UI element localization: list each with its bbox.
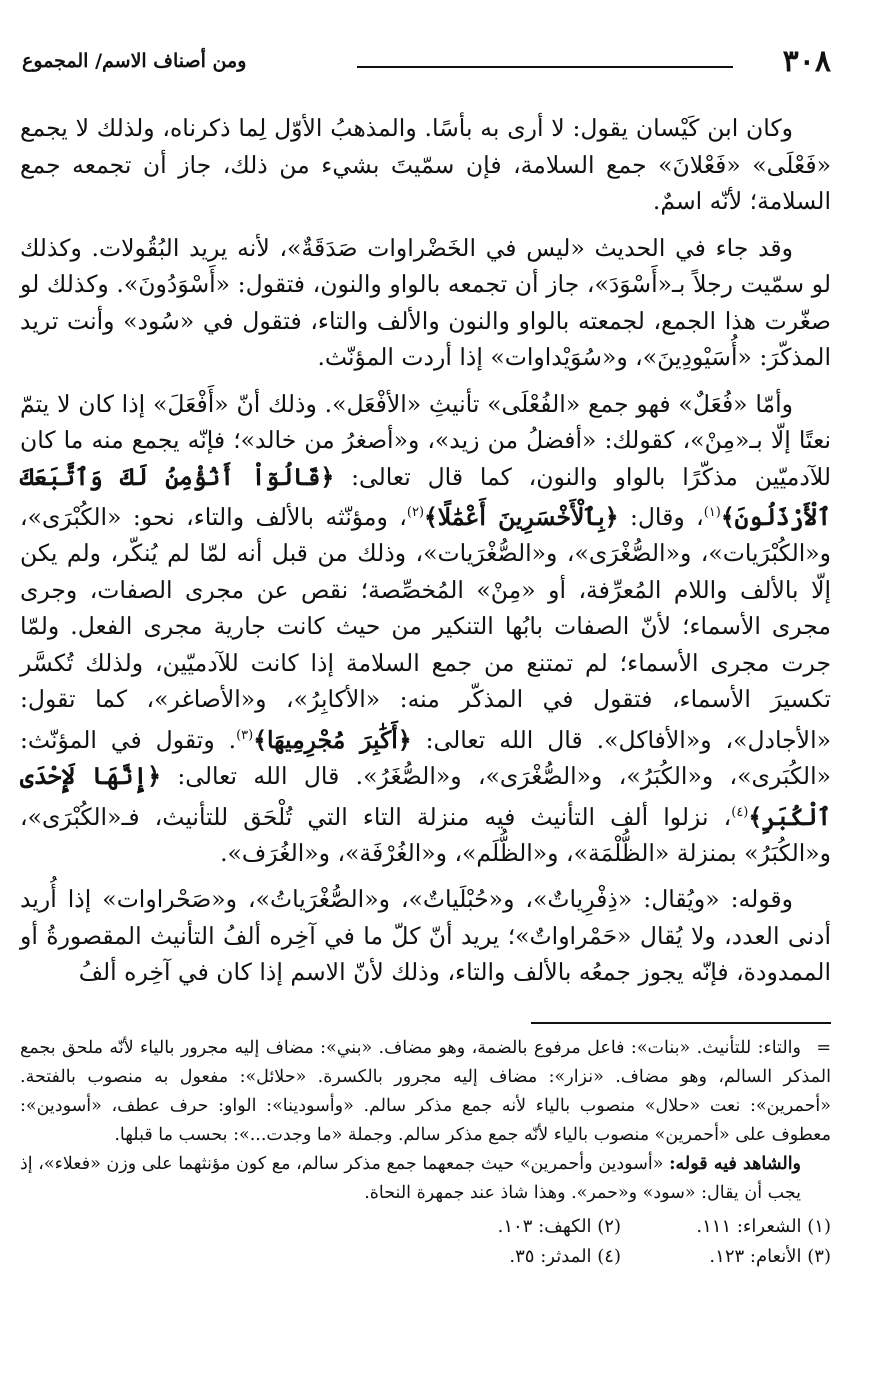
quran-quote-4: ﴿إِنَّهَا لَإِحْدَى ٱلْكُبَرِ﴾ — [20, 762, 831, 831]
footnote-rule — [531, 1022, 831, 1024]
paragraph-3 — [20, 386, 831, 872]
paragraph-3-text-c: ، ومؤنّثه بالألف والتاء، نحو: «الكُبْرَى»، و«الكُبْرَيات»، و«الصُّغْرَى»، و«الصُّغْرَيات»، وذلك من قبل أنه لمّا لم يُنكّر، ولم يكن إلّا بالألف واللام المُعرِّفة، أو «مِنْ» المُخصِّصة؛ نقص عن مجرى الصفات، وجرى مجرى الأسماء؛ لأنّ الصفات بابُها التنكير من حيث كانت جارية مجرى الفعل. ولمّا جرت مجرى الأسماء؛ لم تمتنع من جمع السلامة إذا كانت للآدميّين، ولذلك تُكسَّر تكسيرَ الأسماء، فتقول في المذكّر منه: «الأكابِرُ»، و«الأصاغر»، كما تقول: «الأجادل»، و«الأفاكل». قال الله تعالى: — [20, 502, 831, 754]
footnote-shahid — [20, 1150, 831, 1208]
footnote-ref-3: (٣) — [236, 727, 254, 743]
footnote-ref-1: (١) — [703, 505, 721, 520]
paragraph-4: وقوله: «ويُقال: «ذِفْرِياتٌ»، و«حُبْلَياتٌ»، و«الصُّغْرَياتُ»، و«صَحْراوات» إذا أُريد أدنى العدد، ولا يُقال «حَمْراواتٌ»؛ يريد أنّ كلّ ما في آخِره ألفُ التأنيث المقصورةُ أو الممدودة، فإنّه يجوز جمعُه بالألف والتاء، وذلك لأنّ الاسم إذا كان في آخِره ألفُ — [20, 885, 831, 987]
footnote-ref-2: (٢) — [406, 505, 425, 520]
quran-quote-3: ﴿أَكَٰبِرَ مُجْرِمِيهَا﴾ — [253, 725, 412, 754]
paragraph-3-text-d: . وتقول في المؤنّث: «الكُبَرى»، و«الكُبَرُ»، و«الصُّغْرَى»، و«الصُّغَرُ». قال الله تعالى: — [20, 725, 831, 791]
quran-quote-1: ﴿قَالُوٓاْ أَنُؤْمِنُ لَكَ وَٱتَّبَعَكَ ٱلْأَرْذَلُونَ﴾ — [20, 462, 831, 531]
paragraph-1: وكان ابن كَيْسان يقول: لا أرى به بأسًا. والمذهبُ الأوّل لِما ذكرناه، ولذلك لا يجمع «فَعْلَى» «فَعْلانَ» جمع السلامة، فإن سمّيتَ بشيء من ذلك، جاز أن تجمعه جمع السلامة؛ لأنّه اسمٌ. — [20, 114, 831, 215]
shahid-text: «أسودين وأحمرين» حيث جمعهما جمع مذكر سالم، مع كون مؤنثهما على وزن «فعلاء»، إذ يجب أن يقال: «سود» و«حمر». وهذا شاذ عند جمهرة النحاة. — [20, 1154, 801, 1203]
footnote-refs — [20, 1212, 831, 1272]
footnote-4: (٤) المدثر: ٣٥. — [509, 1246, 621, 1267]
main-text — [20, 110, 831, 1001]
ref-row — [20, 1212, 831, 1242]
paragraph-3-text-a: وأمّا «فُعَلٌ» فهو جمع «الفُعْلَى» تأنيثِ «الأفْعَل». وذلك أنّ «أَفْعَلَ» إذا كان لا يتمّ نعتًا إلّا بـ«مِنْ»، كقولك: «أفضلُ من زيد»، و«أصغرُ من خالد»؛ فإنّه يجمع منه ما كان للآدميّين مذكّرًا بالواو والنون، كما قال تعالى: — [20, 389, 831, 491]
continuation-mark: = — [816, 1038, 831, 1058]
running-title: ومن أصناف الاسم/ المجموع — [22, 50, 247, 72]
shahid-label: والشاهد فيه قوله: — [669, 1154, 802, 1174]
header-rule — [357, 66, 733, 68]
page-header — [22, 44, 831, 84]
page-number: ٣٠٨ — [782, 44, 831, 79]
footnote-2: (٢) الكهف: ١٠٣. — [497, 1216, 621, 1237]
footnote-continuation — [20, 1034, 831, 1150]
ref-row — [20, 1242, 831, 1272]
paragraph-2: وقد جاء في الحديث «ليس في الخَضْراوات صَدَقَةٌ»، لأنه يريد البُقُولات. وكذلك لو سمّيت رجلاً بـ«أَسْوَدَ»، جاز أن تجمعه بالواو والنون، فتقول: «أَسْوَدُونَ». وكذلك لو صغّرت هذا الجمع، لجمعته بالواو والنون والألف والتاء، فتقول في «سُود» وأنت تريد المذكّرَ: «أُسَيْودِينَ»، و«سُوَيْداوات» إذا أردت المؤنّث. — [20, 233, 831, 371]
paragraph-3-text-b: ، وقال: — [629, 502, 704, 531]
footnote-ref-4: (٤) — [731, 804, 749, 820]
footnote-1: (١) الشعراء: ١١١. — [696, 1216, 831, 1237]
paragraph-3-text-e: ، نزلوا ألف التأنيث فيه منزلة التاء التي تُلْحَق للتأنيث، فـ«الكُبْرَى»، و«الكُبَرُ» بمنزلة «الظُّلْمَة»، و«الظُّلَم»، و«الغُرْفَة»، و«الغُرَف». — [20, 802, 831, 867]
footnote-line-1: والتاء: للتأنيث. «بنات»: فاعل مرفوع بالضمة، وهو مضاف. «بني»: مضاف إليه مجرور بالياء لأنّه ملحق بجمع المذكر السالم، وهو مضاف. «نزار»: مضاف إليه مجرور بالكسرة. «حلائل»: مفعول به منصوب بالفتحة. «أحمرين»: نعت «حلال» منصوب بالياء لأنه جمع مذكر سالم. «وأسودينا»: الواو: حرف عطف، «أسودين»: معطوف على «أحمرين» منصوب بالياء لأنّه جمع مذكر سالم. وجملة «ما وجدت...»: بحسب ما قبلها. — [20, 1038, 831, 1145]
footnote-3: (٣) الأنعام: ١٢٣. — [709, 1246, 831, 1267]
footnotes — [20, 1034, 831, 1272]
quran-quote-2: ﴿بِٱلْأَخْسَرِينَ أَعْمَٰلًا﴾ — [424, 502, 619, 531]
